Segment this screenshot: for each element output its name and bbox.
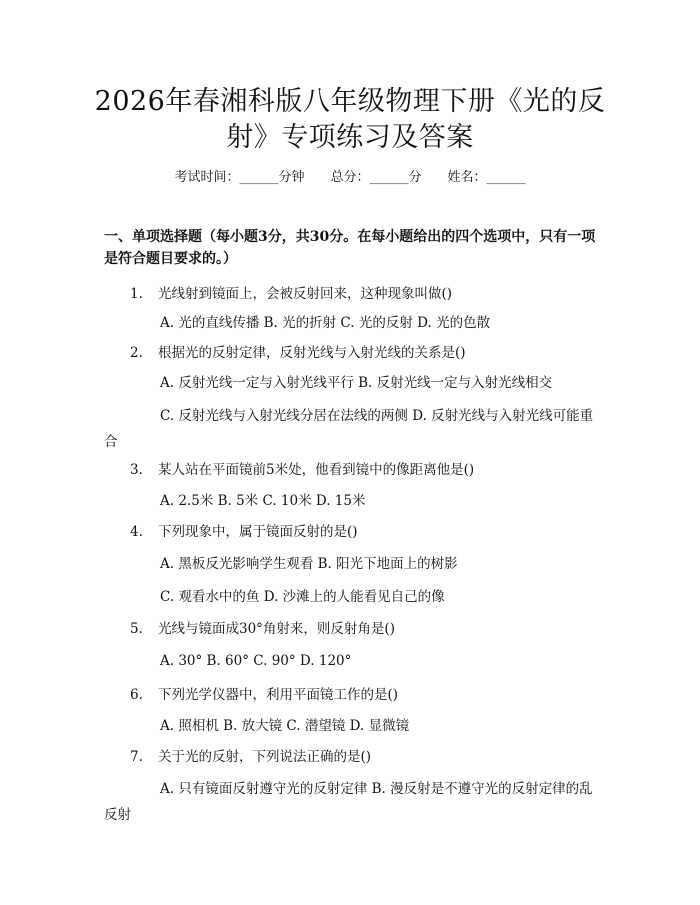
question-2-options-line-2: C. 反射光线与入射光线分居在法线的两侧 D. 反射光线与入射光线可能重合 bbox=[104, 408, 594, 450]
question-stem: 根据光的反射定律，反射光线与入射光线的关系是() bbox=[158, 345, 466, 361]
exam-meta bbox=[0, 169, 700, 187]
document-title: 2026年春湘科版八年级物理下册《光的反射》专项练习及答案 bbox=[94, 86, 606, 153]
question-3 bbox=[104, 459, 594, 481]
question-number: 2. bbox=[130, 345, 143, 361]
question-4-options-line-1: A. 黑板反光影响学生观看 B. 阳光下地面上的树影 bbox=[160, 556, 458, 572]
question-stem: 关于光的反射，下列说法正确的是() bbox=[158, 749, 372, 765]
question-number: 3. bbox=[130, 462, 143, 478]
question-number: 4. bbox=[130, 524, 143, 540]
question-2 bbox=[104, 342, 594, 364]
question-stem: 下列光学仪器中，利用平面镜工作的是() bbox=[158, 687, 399, 703]
question-stem: 光线与镜面成30°角射来，则反射角是() bbox=[158, 621, 395, 637]
question-number: 1. bbox=[130, 286, 143, 302]
section-heading: 一、单项选择题（每小题3分，共30分。在每小题给出的四个选项中，只有一项是符合题目要求的。） bbox=[104, 229, 596, 267]
question-1-options: A. 光的直线传播 B. 光的折射 C. 光的反射 D. 光的色散 bbox=[160, 315, 491, 331]
question-5-options: A. 30° B. 60° C. 90° D. 120° bbox=[160, 653, 352, 669]
question-5 bbox=[104, 618, 594, 640]
question-6 bbox=[104, 684, 594, 706]
question-stem: 下列现象中，属于镜面反射的是() bbox=[158, 524, 358, 540]
question-stem: 某人站在平面镜前5米处，他看到镜中的像距离他是() bbox=[158, 462, 475, 478]
question-4 bbox=[104, 521, 594, 543]
exam-time-label: 考试时间：______分钟 bbox=[174, 170, 305, 185]
question-6-options: A. 照相机 B. 放大镜 C. 潜望镜 D. 显微镜 bbox=[160, 718, 410, 734]
question-2-options-line-1: A. 反射光线一定与入射光线平行 B. 反射光线一定与入射光线相交 bbox=[160, 375, 553, 391]
question-3-options: A. 2.5米 B. 5米 C. 10米 D. 15米 bbox=[160, 493, 366, 509]
question-number: 5. bbox=[130, 621, 143, 637]
question-4-options-line-2: C. 观看水中的鱼 D. 沙滩上的人能看见自己的像 bbox=[160, 589, 445, 605]
question-7 bbox=[104, 746, 594, 768]
question-1 bbox=[104, 283, 594, 305]
total-score-label: 总分：______分 bbox=[330, 170, 422, 185]
question-stem: 光线射到镜面上，会被反射回来，这种现象叫做() bbox=[158, 286, 453, 302]
question-number: 6. bbox=[130, 687, 143, 703]
question-number: 7. bbox=[130, 749, 143, 765]
question-7-options: A. 只有镜面反射遵守光的反射定律 B. 漫反射是不遵守光的反射定律的乱反射 bbox=[104, 781, 593, 823]
student-name-label: 姓名：______ bbox=[447, 170, 526, 185]
